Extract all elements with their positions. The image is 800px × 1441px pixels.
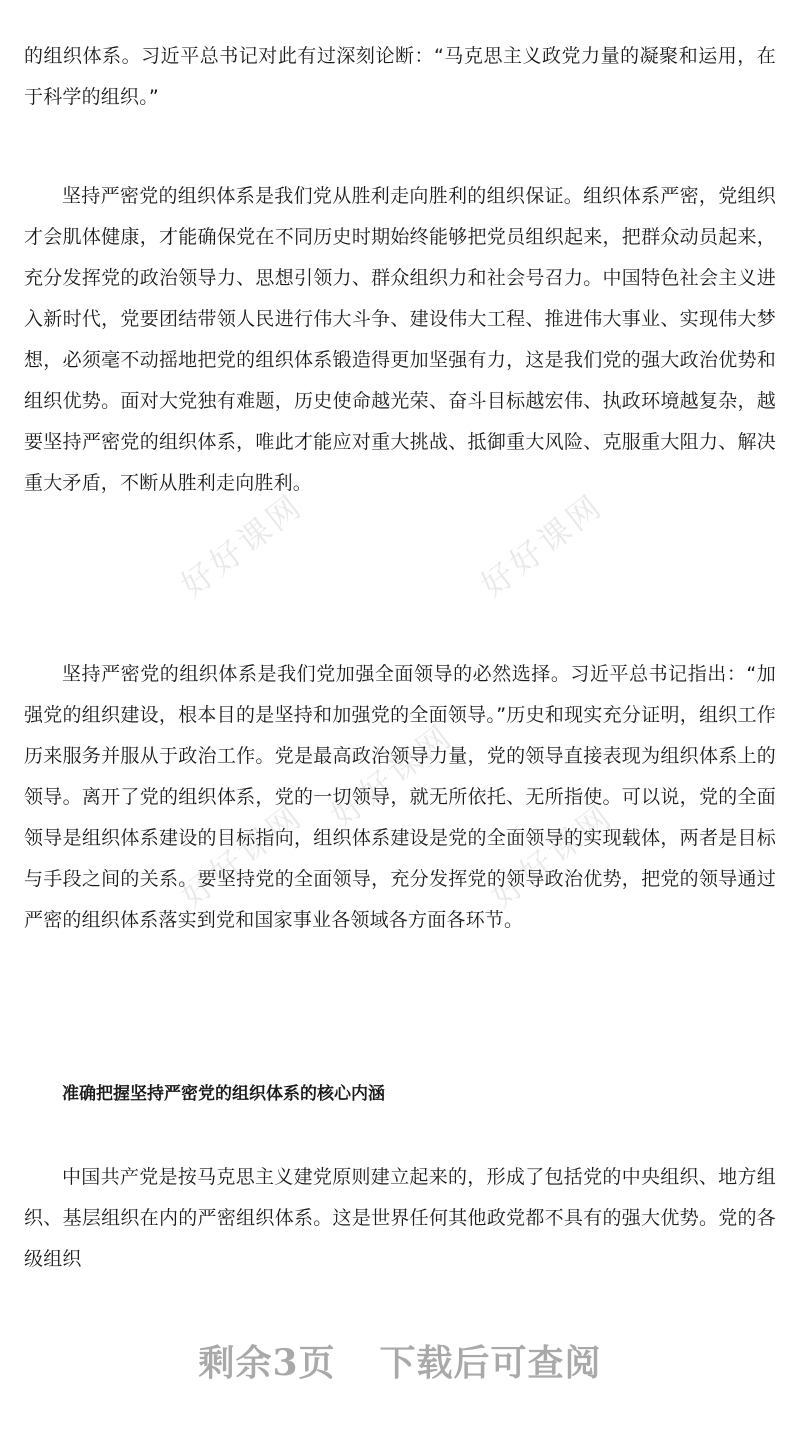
section-heading: 准确把握坚持严密党的组织体系的核心内涵 bbox=[62, 1084, 385, 1104]
paragraph-4: 中国共产党是按马克思主义建党原则建立起来的，形成了包括党的中央组织、地方组织、基层组织在内的严密组织体系。这是世界任何其他政党都不具有的强大优势。党的各级组织 bbox=[24, 1166, 776, 1270]
watermark: 好好课网 bbox=[483, 796, 621, 915]
watermark: 好好课网 bbox=[323, 716, 461, 835]
watermark: 好好课网 bbox=[173, 796, 311, 915]
paragraph-3: 坚持严密党的组织体系是我们党加强全面领导的必然选择。习近平总书记指出：“加强党的组织建设，根本目的是坚持和加强党的全面领导。”历史和现实充分证明，组织工作历来服务并服从于政治工作。党是最高政治领导力量，党的领导直接表现为组织体系上的领导。离开了党的组织体系，党的一切领导，就无所依托、无所指使。可以说，党的全面领导是组织体系建设的目标指向，组织体系建设是党的全面领导的实现载体，两者是目标与手段之间的关系。要坚持党的全面领导，充分发挥党的领导政治优势，把党的领导通过严密的组织体系落实到党和国家事业各领域各方面各环节。 bbox=[24, 663, 776, 931]
download-to-view-label: 下载后可查阅 bbox=[379, 1342, 602, 1384]
watermark: 好好课网 bbox=[473, 486, 611, 605]
remaining-pages-label: 剩余3页 bbox=[198, 1342, 336, 1384]
watermark: 好好课网 bbox=[173, 486, 311, 605]
download-prompt-banner[interactable] bbox=[0, 1335, 800, 1386]
paragraph-2: 坚持严密党的组织体系是我们党从胜利走向胜利的组织保证。组织体系严密，党组织才会肌体健康，才能确保党在不同历史时期始终能够把党员组织起来，把群众动员起来，充分发挥党的政治领导力、思想引领力、群众组织力和社会号召力。中国特色社会主义进入新时代，党要团结带领人民进行伟大斗争、建设伟大工程、推进伟大事业、实现伟大梦想，必须毫不动摇地把党的组织体系锻造得更加坚强有力，这是我们党的强大政治优势和组织优势。面对大党独有难题，历史使命越光荣、奋斗目标越宏伟、执政环境越复杂，越要坚持严密党的组织体系，唯此才能应对重大挑战、抵御重大风险、克服重大阻力、解决重大矛盾，不断从胜利走向胜利。 bbox=[24, 185, 776, 494]
paragraph-1: 的组织体系。习近平总书记对此有过深刻论断：“马克思主义政党力量的凝聚和运用，在于科学的组织。” bbox=[24, 45, 776, 108]
